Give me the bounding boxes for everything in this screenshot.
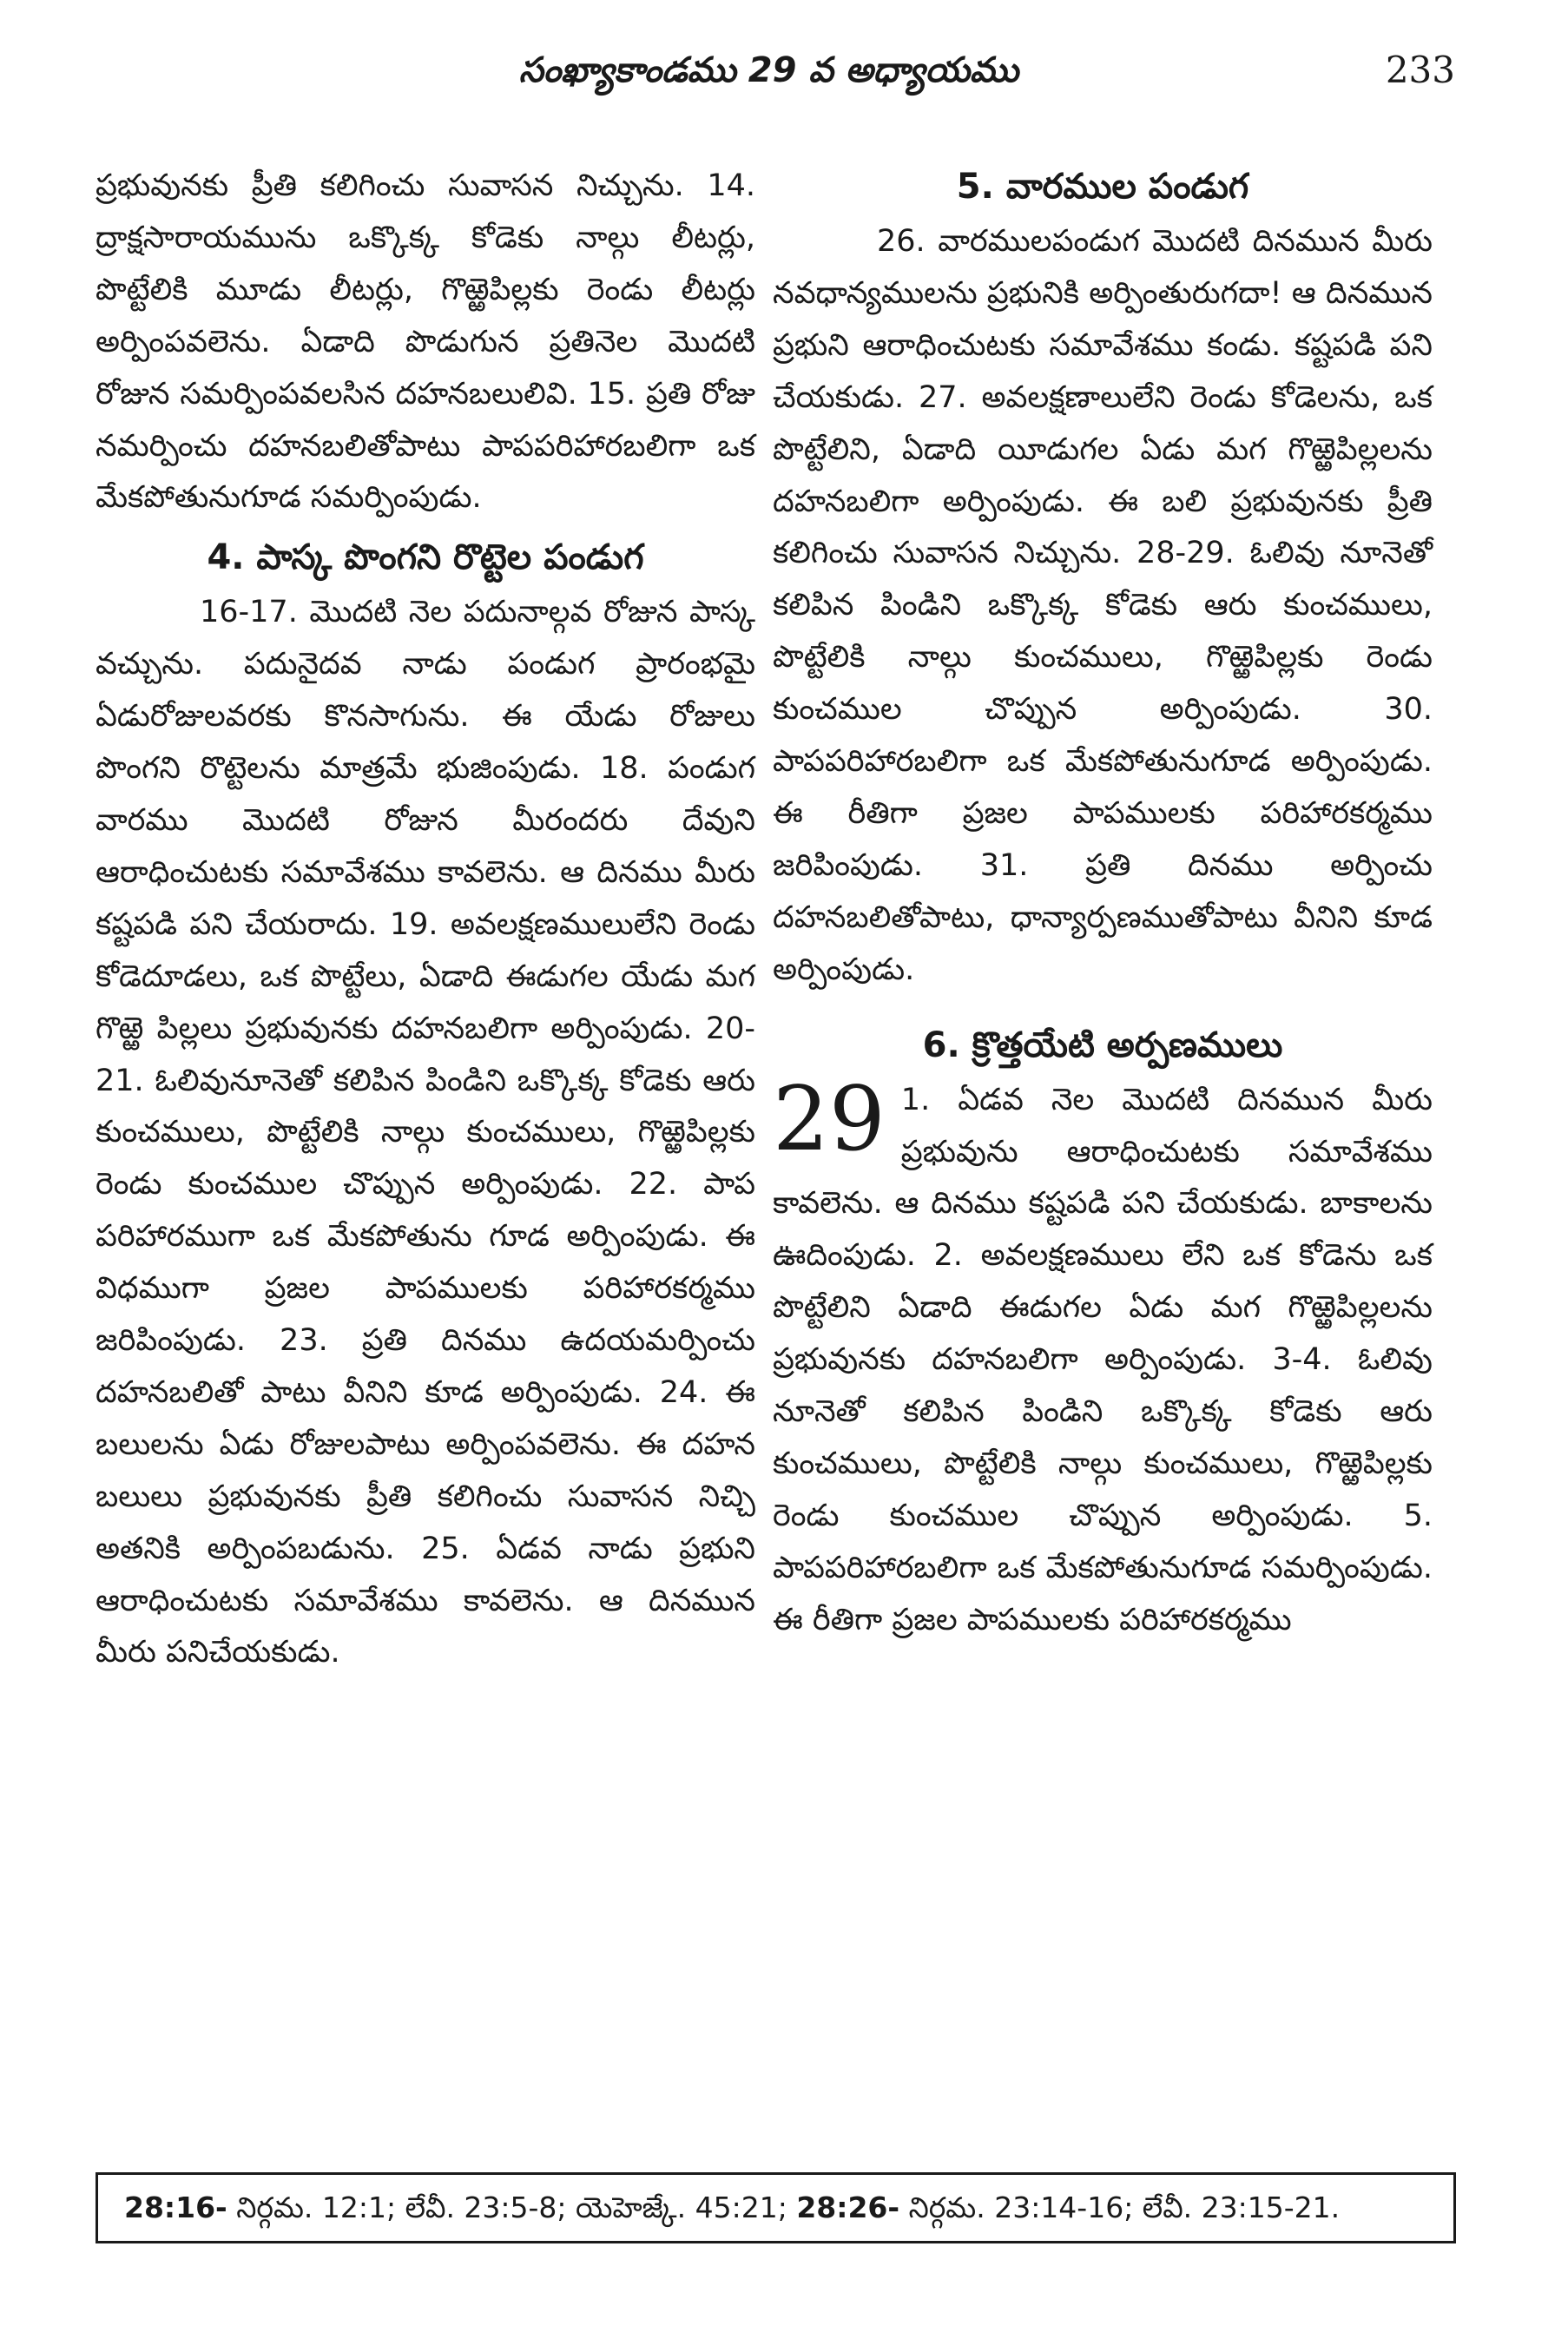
right-paragraph-1: 26. వారములపండుగ మొదటి దినమున మీరు నవధాన్యములను ప్రభునికి అర్పింతురుగదా! ఆ దినమున ప్రభుని ఆరాధించుటకు సమావేశము కండు. కష్టపడి పని చేయకుడు. 27. అవలక్షణాలులేని రెండు కోడెలను, ఒక పొట్టేలిని, ఏడాది యీడుగల ఏడు మగ గొఱ్ఱెపిల్లలను దహనబలిగా అర్పింపుడు. ఈ బలి ప్రభువునకు ప్రీతి కలిగించు సువాసన నిచ్చును. 28-29. ఓలివు నూనెతో కలిపిన పిండిని ఒక్కొక్క కోడెకు ఆరు కుంచములు, పొట్టేలికి నాల్గు కుంచములు, గొఱ్ఱెపిల్లకు రెండు కుంచముల చొప్పున అర్పింపుడు. 30. పాపపరిహారబలిగా ఒక మేకపోతునుగూడ అర్పింపుడు. ఈ రీతిగా ప్రజల పాపములకు పరిహారకర్మము జరిపింపుడు. 31. ప్రతి దినము అర్పించు దహనబలితోపాటు, ధాన్యార్పణముతోపాటు వీనిని కూడ అర్పింపుడు. (773, 224, 1433, 987)
page-number: 233 (1385, 49, 1455, 91)
page-header (82, 45, 1455, 106)
chapter-paragraph (773, 1067, 1433, 1647)
footnote-ref-1: 28:16- (124, 2191, 227, 2224)
right-paragraph-2: 1. ఏడవ నెల మొదటి దినమున మీరు ప్రభువును ఆరాధించుటకు సమావేశము కావలెను. ఆ దినము కష్టపడి పని చేయకుడు. బాకాలను ఊదింపుడు. 2. అవలక్షణములు లేని ఒక కోడెను ఒక పొట్టేలిని ఏడాది ఈడుగల ఏడు మగ గొఱ్ఱెపిల్లలను ప్రభువునకు దహనబలిగా అర్పింపుడు. 3-4. ఓలివు నూనెతో కలిపిన పిండిని ఒక్కొక్క కోడెకు ఆరు కుంచములు, పొట్టేలికి నాల్గు కుంచములు, గొఱ్ఱెపిల్లకు రెండు కుంచముల చొప్పున అర్పింపుడు. 5. పాపపరిహారబలిగా ఒక మేకపోతునుగూడ సమర్పింపుడు. ఈ రీతిగా ప్రజల పాపములకు పరిహారకర్మము (773, 1082, 1433, 1637)
section-heading-6: 6. క్రొత్తయేటి అర్పణములు (922, 1024, 1283, 1065)
chapter-number: 29 (773, 1067, 886, 1171)
footnote-text-2: నిర్గమ. 23:14-16; లేవీ. 23:15-21. (899, 2191, 1341, 2224)
left-paragraph-1: ప్రభువునకు ప్రీతి కలిగించు సువాసన నిచ్చును. 14. ద్రాక్షసారాయమును ఒక్కొక్క కోడెకు నాల్గు లీటర్లు, పొట్టేలికి మూడు లీటర్లు, గొఱ్ఱెపిల్లకు రెండు లీటర్లు అర్పింపవలెను. ఏడాది పొడుగున ప్రతినెల మొదటి రోజున సమర్పింపవలసిన దహనబలులివి. 15. ప్రతి రోజు నమర్పించు దహనబలితోపాటు పాపపరిహారబలిగా ఒక మేకపోతునుగూడ సమర్పింపుడు. (96, 168, 755, 516)
left-column (96, 161, 755, 1679)
left-paragraph-2: 16-17. మొదటి నెల పదునాల్గవ రోజున పాస్క వచ్చును. పదునైదవ నాడు పండుగ ప్రారంభమై ఏడురోజులవరకు కొనసాగును. ఈ యేడు రోజులు పొంగని రొట్టెలను మాత్రమే భుజింపుడు. 18. పండుగ వారము మొదటి రోజున మీరందరు దేవుని ఆరాధించుటకు సమావేశము కావలెను. ఆ దినము మీరు కష్టపడి పని చేయరాదు. 19. అవలక్షణములులేని రెండు కోడెదూడలు, ఒక పొట్టేలు, ఏడాది ఈడుగల యేడు మగ గొఱ్ఱె పిల్లలు ప్రభువునకు దహనబలిగా అర్పింపుడు. 20-21. ఓలివునూనెతో కలిపిన పిండిని ఒక్కొక్క కోడెకు ఆరు కుంచములు, పొట్టేలికి నాల్గు కుంచములు, గొఱ్ఱెపిల్లకు రెండు కుంచముల చొప్పున అర్పింపుడు. 22. పాప పరిహారముగా ఒక మేకపోతును గూడ అర్పింపుడు. ఈ విధముగా ప్రజల పాపములకు పరిహారకర్మము జరిపింపుడు. 23. ప్రతి దినము ఉదయమర్పించు దహనబలితో పాటు వీనిని కూడ అర్పింపుడు. 24. ఈ బలులను ఏడు రోజులపాటు అర్పింపవలెను. ఈ దహన బలులు ప్రభువునకు ప్రీతి కలిగించు సువాసన నిచ్చి అతనికి అర్పింపబడును. 25. ఏడవ నాడు ప్రభుని ఆరాధించుటకు సమావేశము కావలెను. ఆ దినమున మీరు పనిచేయకుడు. (96, 595, 755, 1670)
page-title: సంఖ్యాకాండము 29 వ అధ్యాయము (518, 50, 1019, 90)
footnote-text-1: నిర్గమ. 12:1; లేవీ. 23:5-8; యెహెజ్కే. 45:21; (227, 2191, 797, 2224)
section-heading-4: 4. పాస్క పొంగని రొట్టెల పండుగ (207, 537, 644, 578)
footnote-ref-2: 28:26- (796, 2191, 900, 2224)
section-heading-5: 5. వారముల పండుగ (956, 167, 1249, 207)
right-column (773, 161, 1433, 1647)
cross-reference-footnote (96, 2172, 1456, 2243)
